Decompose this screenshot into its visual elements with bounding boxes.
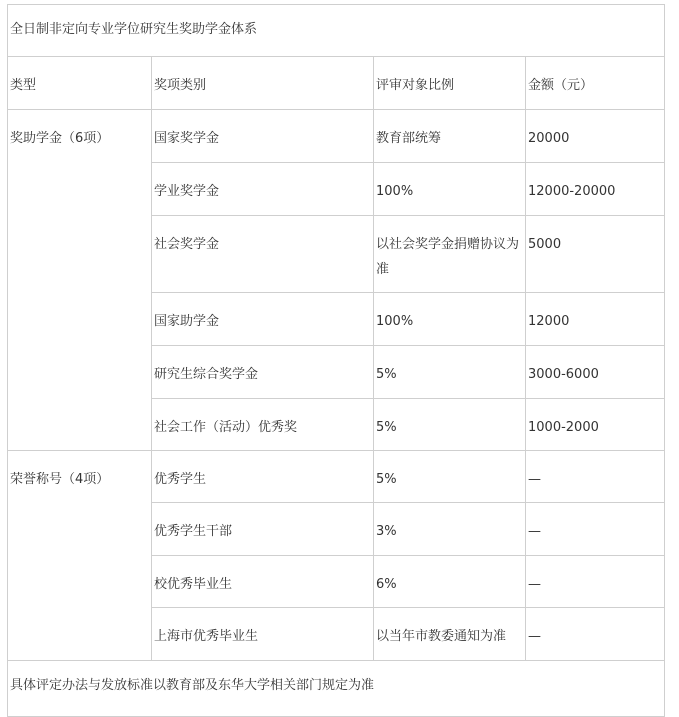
header-type: 类型: [8, 57, 152, 110]
table-row: [8, 451, 665, 503]
amount-cell: 3000-6000: [526, 346, 665, 399]
type-cell-scholarship: 奖助学金（6项）: [8, 110, 152, 451]
ratio-cell: 5%: [374, 451, 526, 503]
header-amount: 金额（元）: [526, 57, 665, 110]
ratio-cell: 3%: [374, 503, 526, 556]
amount-cell: —: [526, 451, 665, 503]
table-title: 全日制非定向专业学位研究生奖助学金体系: [8, 5, 665, 57]
type-cell-honor: 荣誉称号（4项）: [8, 451, 152, 661]
ratio-cell: 以当年市教委通知为准: [374, 608, 526, 661]
table-footnote: 具体评定办法与发放标准以教育部及东华大学相关部门规定为准: [8, 661, 665, 717]
ratio-cell: 以社会奖学金捐赠协议为准: [374, 216, 526, 293]
category-cell: 研究生综合奖学金: [152, 346, 374, 399]
ratio-cell: 100%: [374, 293, 526, 346]
ratio-cell: 教育部统筹: [374, 110, 526, 163]
category-cell: 国家助学金: [152, 293, 374, 346]
amount-cell: 5000: [526, 216, 665, 293]
header-ratio: 评审对象比例: [374, 57, 526, 110]
footer-row: [8, 661, 665, 717]
category-cell: 社会工作（活动）优秀奖: [152, 399, 374, 451]
table-row: [8, 110, 665, 163]
title-row: [8, 5, 665, 57]
amount-cell: 12000: [526, 293, 665, 346]
ratio-cell: 5%: [374, 399, 526, 451]
amount-cell: —: [526, 503, 665, 556]
category-cell: 国家奖学金: [152, 110, 374, 163]
amount-cell: —: [526, 608, 665, 661]
category-cell: 优秀学生干部: [152, 503, 374, 556]
header-row: [8, 57, 665, 110]
category-cell: 学业奖学金: [152, 163, 374, 216]
amount-cell: 12000-20000: [526, 163, 665, 216]
category-cell: 校优秀毕业生: [152, 556, 374, 608]
header-category: 奖项类别: [152, 57, 374, 110]
amount-cell: 1000-2000: [526, 399, 665, 451]
category-cell: 社会奖学金: [152, 216, 374, 293]
amount-cell: —: [526, 556, 665, 608]
amount-cell: 20000: [526, 110, 665, 163]
ratio-cell: 6%: [374, 556, 526, 608]
scholarship-table: [7, 4, 665, 717]
ratio-cell: 100%: [374, 163, 526, 216]
category-cell: 优秀学生: [152, 451, 374, 503]
category-cell: 上海市优秀毕业生: [152, 608, 374, 661]
ratio-cell: 5%: [374, 346, 526, 399]
